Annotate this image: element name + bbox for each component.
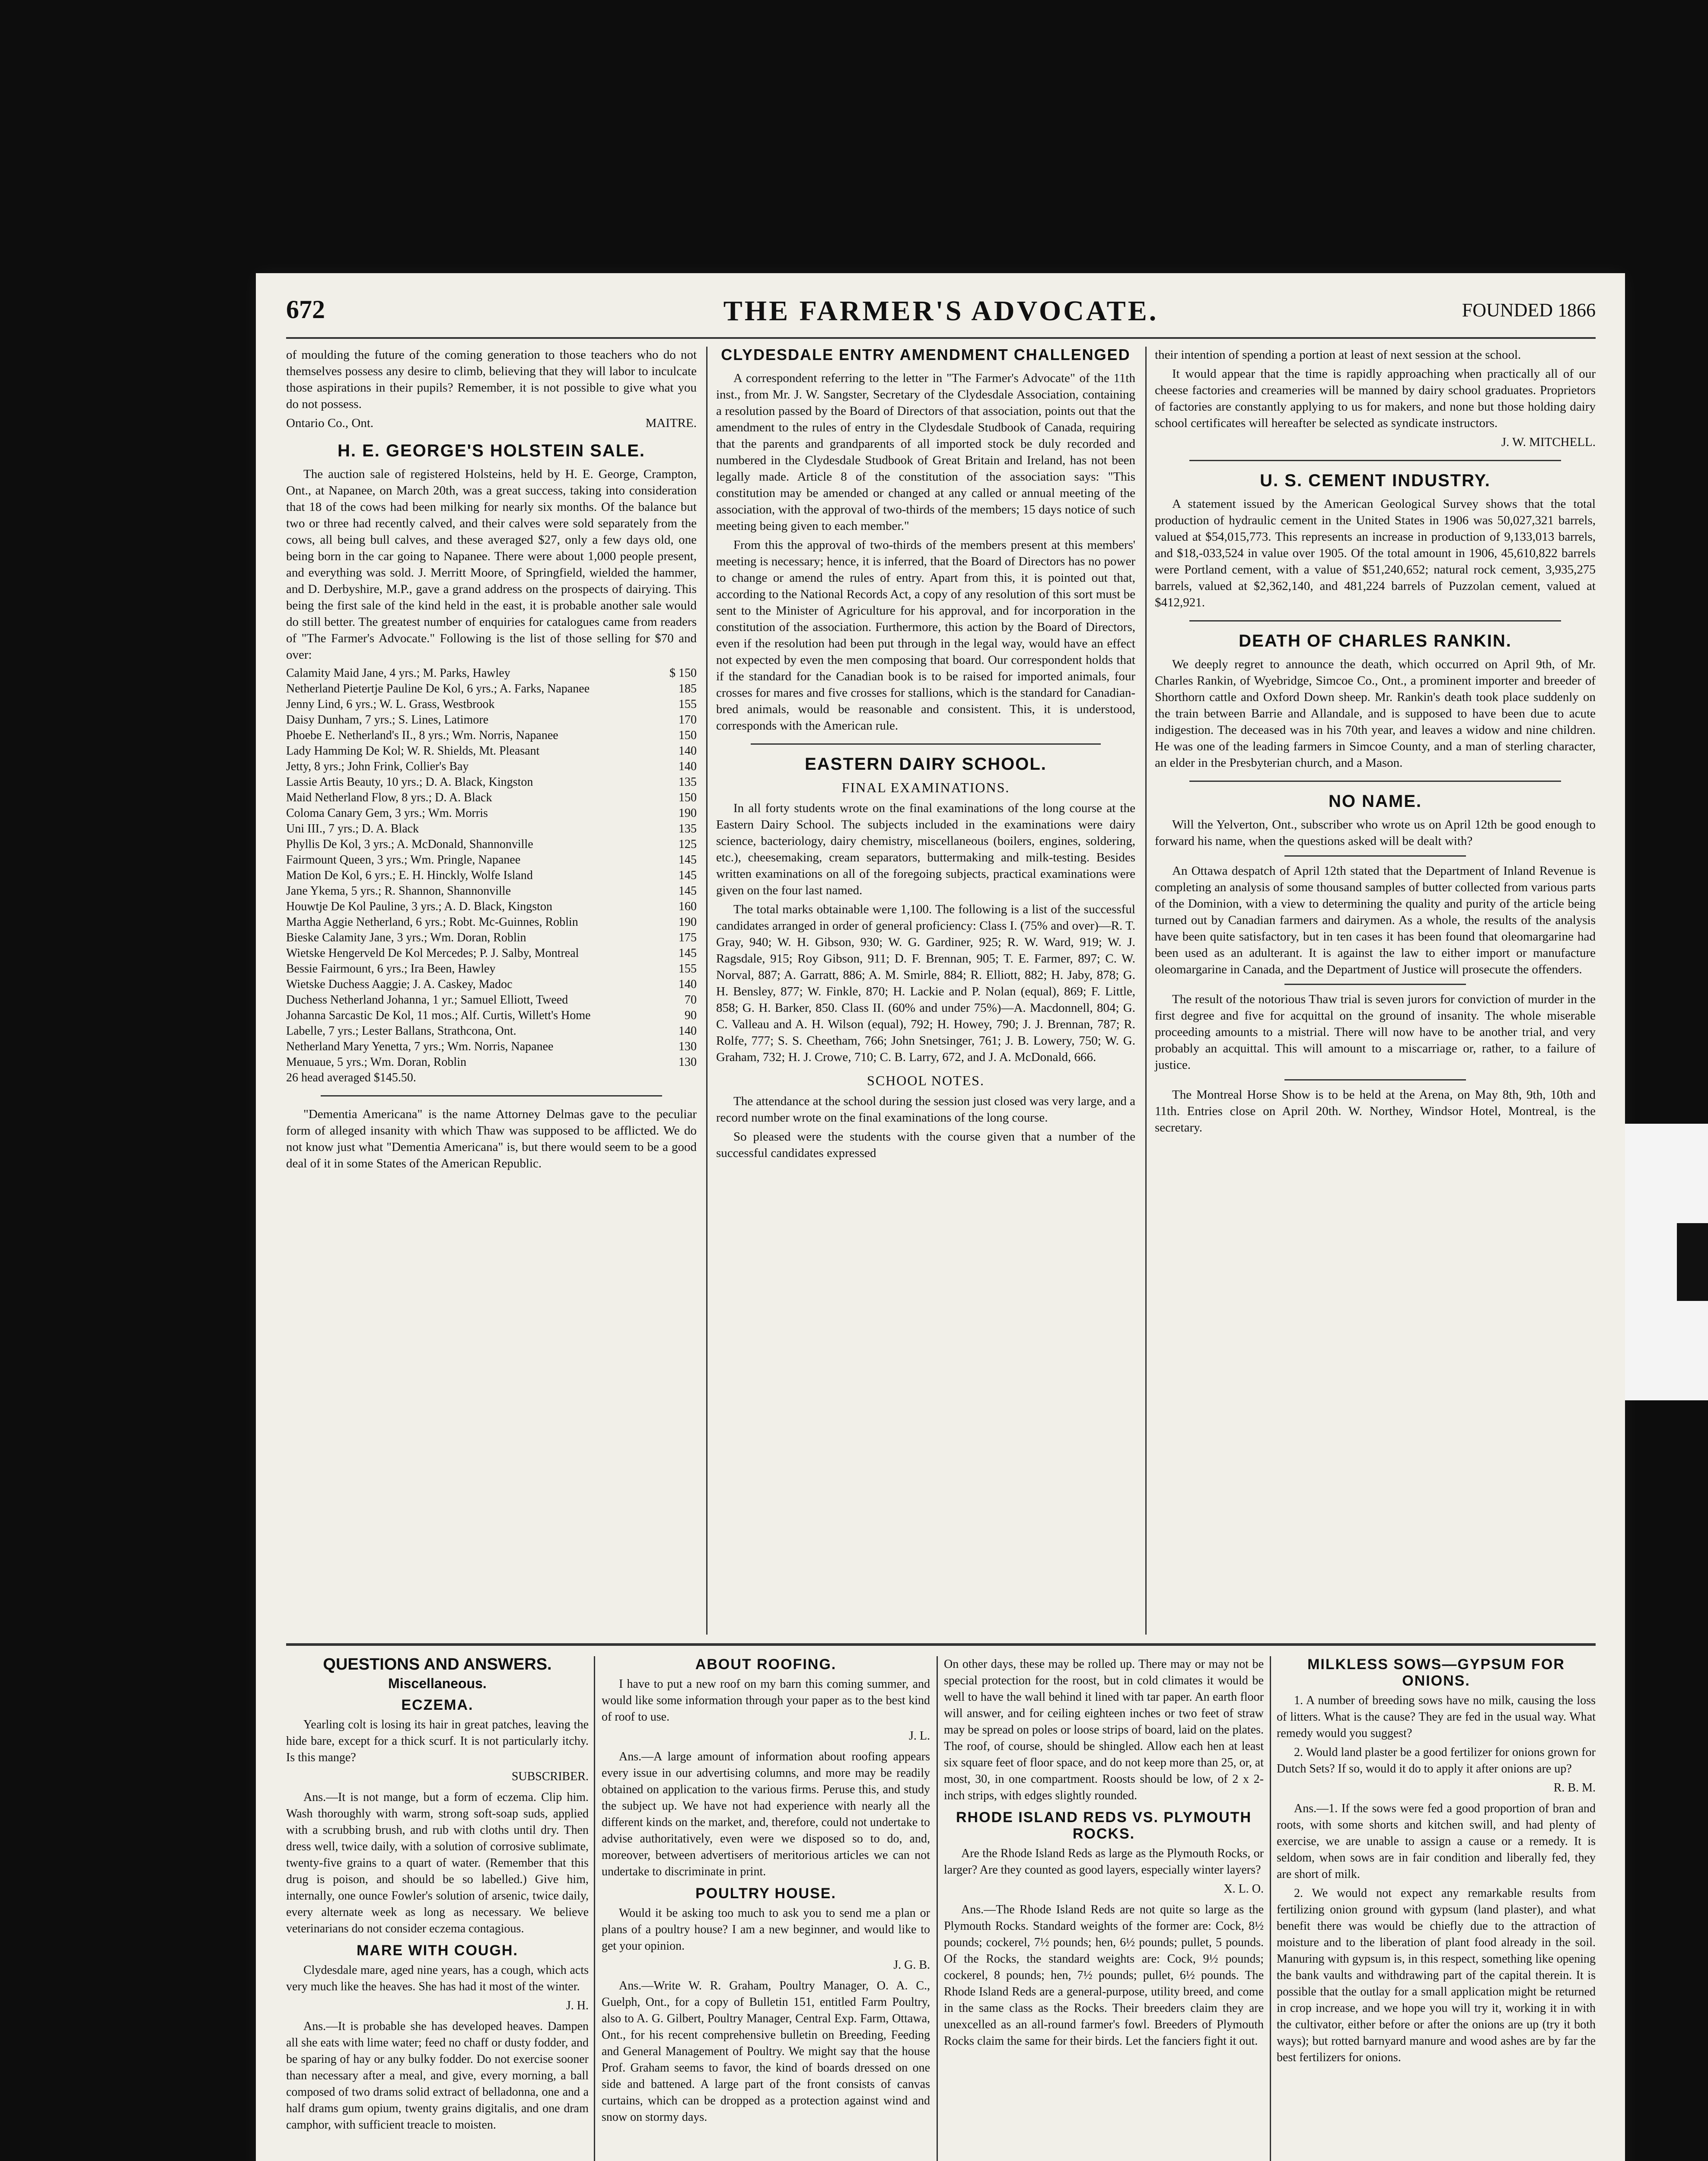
sale-item: Phyllis De Kol, 3 yrs.; A. McDonald, Shannonville 125 [286,838,697,851]
column-rule [1270,1656,1271,2161]
section-rule [286,1643,1596,1646]
letter-signoff [286,415,697,431]
eczema-title: ECZEMA. [401,1697,474,1713]
section-divider [751,743,1101,745]
dairy-graduates: It would appear that the time is rapidly approaching when practically all of our cheese factories and creameries will be manned by dairy school graduates. Proprietors of factories are constantly applying to us for makers, and none but those holding dairy school certificates will hereafter be selected as syndicate instructors. [1155,367,1596,430]
sale-item: Jetty, 8 yrs.; John Frink, Collier's Bay 140 [286,760,697,773]
clydesdale-title: CLYDESDALE ENTRY AMENDMENT CHALLENGED [721,346,1131,363]
rhode-island-answer: Ans.—The Rhode Island Reds are not quite so large as the Plymouth Rocks. Standard weights of the former are: Cock, 8½ pounds; cockerel, 7½ pounds; hen, 6½ pounds; pullet, 5 pounds. Of the Rocks, the standard weights are: Cock, 9½ pounds; cockerel, 8 pounds; hen, 7½ pounds; pullet, 6½ pounds. The Rhode Island Reds are a general-purpose, utility breed, and come in the same class as the Rocks. Their breeders claim they are unexcelled as an all-round farmer's fowl. Breeders of Plymouth Rocks claim the same for their birds. Let the fanciers fight it out. [944,1903,1264,2048]
letter-signature: MAITRE. [645,416,697,430]
roofing-signature: J. L. [909,1729,930,1743]
side-card [1625,1124,1708,1400]
page-header [286,295,1596,329]
newspaper-page [256,273,1625,2161]
sale-item: Lassie Artis Beauty, 10 yrs.; D. A. Black, Kingston 135 [286,775,697,789]
rhode-island-question: Are the Rhode Island Reds as large as the Plymouth Rocks, or larger? Are they counted as good layers, especially winter layers? [944,1847,1264,1877]
sale-item: Johanna Sarcastic De Kol, 11 mos.; Alf. Curtis, Willett's Home 90 [286,1009,697,1022]
qa-heading: QUESTIONS AND ANSWERS. [323,1655,552,1673]
no-name-title: NO NAME. [1329,792,1422,811]
sale-item: Mation De Kol, 6 yrs.; E. H. Hinckly, Wolfe Island 145 [286,869,697,882]
sale-item: Martha Aggie Netherland, 6 yrs.; Robt. Mc-Guinnes, Roblin 190 [286,915,697,929]
dairy-school-p2: The total marks obtainable were 1,100. The following is a list of the successful candidates arranged in order of general proficiency: Class I. (75% and over)—R. T. Gray, 940; W. H. Gibson, 930; W. G. Gardiner, 925; R. W. Ward, 919; W. J. Ragsdale, 915; Roy Gibson, 911; D. F. Brennan, 905; T. E. Farmer, 897; C. W. Norval, 887; A. Garratt, 886; A. M. Smirle, 884; R. Elliott, 882; H. Jaby, 878; G. H. Bensley, 877; W. Finkle, 870; H. Lackie and P. Nolan (equal), 869; F. Little, 858; G. H. Barker, 850. Class II. (60% and under 75%)—A. Macdonnell, 804; G. C. Valleau and A. H. Wilson (equal), 792; H. Howey, 790; J. J. Brennan, 787; R. Rolfe, 777; S. S. Cheetham, 766; John Snetsinger, 761; J. B. Lowery, 750; W. G. Graham, 732; H. J. Crowe, 710; C. B. Larry, 672, and J. A. McDonald, 666. [716,902,1135,1064]
teacher-letter: of moulding the future of the coming generation to those teachers who do not themselves possess any desire to climb, believing that they will labor to inculcate those aspirations in their pupils? Remember, it is not possible to give what you do not possess. [286,348,697,411]
ottawa-despatch: An Ottawa despatch of April 12th stated that the Department of Inland Revenue is completing an analysis of some thousand samples of butter collected from various parts of the Dominion, with a view to determining the quality and purity of the article being turned out by Canadian farmers and dairymen. As a whole, the results of the analysis have been quite satisfactory, but in ten cases it has been found that oleomargarine had been used as an adulterant. It is against the law to either import or manufacture oleomargarine in Canada, and the Department of Justice will prosecute the offenders. [1155,864,1596,976]
sale-item: Uni III., 7 yrs.; D. A. Black 135 [286,822,697,835]
rhode-island-title: RHODE ISLAND REDS VS. PLYMOUTH ROCKS. [956,1809,1252,1842]
sale-item: Netherland Mary Yenetta, 7 yrs.; Wm. Norris, Napanee 130 [286,1040,697,1053]
section-divider [321,1095,662,1096]
holstein-sale-text: The auction sale of registered Holsteins, held by H. E. George, Crampton, Ont., at Napanee, on March 20th, was a great success, taking into consideration that 18 of the cows had been milking for nearly six months. Of the balance but two or three had recently calved, and their calves were sold separately from the cows, all being bull calves, and these averaged $27, only a few days old, one being born in the car going to Napanee. There were about 1,000 people present, and everything was sold. J. Merritt Moore, of Springfield, wielded the hammer, and D. Derbyshire, M.P., gave a grand address on the prospects of dairying. This being the first sale of the kind held in the east, it is probable another sale would do still better. The greatest number of enquiries for catalogues came from readers of "The Farmer's Advocate." Following is the list of those selling for $70 and over: [286,467,697,662]
sale-item: Jane Ykema, 5 yrs.; R. Shannon, Shannonville 145 [286,884,697,898]
poultry-house-answer: Ans.—Write W. R. Graham, Poultry Manager, O. A. C., Guelph, Ont., for a copy of Bulletin 151, entitled Farm Poultry, also to A. G. Gilbert, Poultry Manager, Central Exp. Farm, Ottawa, Ont., for his recent comprehensive bulletin on Breeding, Feeding and General Management of Poultry. We might say that the house Prof. Graham seems to favor, the kind of boards dressed on one side and battened. A large part of the front consists of canvas curtains, which can be dropped as a protection against wind and snow on stormy days. [602,1979,930,2124]
sows-answer: Ans.—1. If the sows were fed a good proportion of bran and roots, with some shorts and kitchen swill, and had plenty of exercise, we are unable to assign a cause or a remedy. It is seldom, when sows are in fair condition and liberally fed, they are short of milk. [1277,1802,1596,1881]
sale-item: Fairmount Queen, 3 yrs.; Wm. Pringle, Napanee 145 [286,853,697,867]
school-notes-p1: The attendance at the school during the session just closed was very large, and a record number wrote on the final examinations of the long course. [716,1094,1135,1125]
poultry-house-signature: J. G. B. [893,1958,930,1972]
eczema-question: Yearling colt is losing its hair in great patches, leaving the hide bare, except for a thick scurf. It is not particularly itchy. Is this mange? [286,1718,589,1764]
cough-title: MARE WITH COUGH. [357,1942,518,1959]
horse-show: The Montreal Horse Show is to be held at the Arena, on May 8th, 9th, 10th and 11th. Entries close on April 20th. W. Northey, Windsor Hotel, Montreal, is the secretary. [1155,1088,1596,1135]
page-number: 672 [286,295,325,324]
sale-item: Lady Hamming De Kol; W. R. Shields, Mt. Pleasant 140 [286,744,697,758]
cement-title: U. S. CEMENT INDUSTRY. [1260,471,1491,490]
sale-item: Maid Netherland Flow, 8 yrs.; D. A. Black 150 [286,791,697,804]
sale-item: Bessie Fairmount, 6 yrs.; Ira Been, Hawley 155 [286,962,697,975]
sale-item: Wietske Hengerveld De Kol Mercedes; P. J. Salby, Montreal 145 [286,947,697,960]
school-notes-p2: So pleased were the students with the course given that a number of the successful candidates expressed [716,1130,1135,1160]
dairy-continued: their intention of spending a portion at least of next session at the school. [1155,348,1521,362]
poultry-house-continued: On other days, these may be rolled up. There may or may not be special protection for the roost, but in cold climates it would be well to have the wall behind it lined with tar paper. An earth floor will answer, and for ceiling eighteen inches or two feet of straw may be spread on poles or loose strips of board, laid on the plates. The roof, of course, should be shingled. Allow each hen at least six square feet of floor space, and do not keep more than 25, or, at most, 30, in one compartment. Roosts should be low, of 2 x 2-inch strips, with edges slightly rounded. [944,1657,1264,1802]
poultry-house-title: POULTRY HOUSE. [695,1885,836,1902]
section-divider [1189,781,1561,782]
dairy-school-subtitle: FINAL EXAMINATIONS. [841,780,1010,795]
poultry-house-question: Would it be asking too much to ask you to send me a plan or plans of a poultry house? I am a new beginner, and would like to get your opinion. [602,1906,930,1953]
sale-item: Houwtje De Kol Pauline, 3 yrs.; A. D. Black, Kingston 160 [286,900,697,913]
qa-column-2 [602,1656,930,2128]
roofing-title: ABOUT ROOFING. [695,1656,837,1673]
holstein-sale-title: H. E. GEORGE'S HOLSTEIN SALE. [337,441,646,460]
gypsum-question: 2. Would land plaster be a good fertilizer for onions grown for Dutch Sets? If so, would it do to apply it after onions are up? [1277,1746,1596,1775]
column-rule [594,1656,595,2161]
mitchell-signature: J. W. MITCHELL. [1501,435,1596,449]
eczema-answer: Ans.—It is not mange, but a form of eczema. Clip him. Wash thoroughly with warm, strong soft-soap suds, applied with a scrubbing brush, and rub with cloths until dry. Then dress well, twice daily, with a solution of corrosive sublimate, twenty-five grains to a quart of water. (Remember that this drug is poison, and should be so labelled.) Give him, internally, one ounce Fowler's solution of arsenic, twice daily, every alternate week as long as necessary. We believe veterinarians do not consider eczema contagious. [286,1791,589,1935]
header-rule [286,337,1596,339]
side-card-tab [1677,1223,1708,1301]
sale-item: Duchess Netherland Johanna, 1 yr.; Samuel Elliott, Tweed 70 [286,993,697,1007]
cement-text: A statement issued by the American Geological Survey shows that the total production of hydraulic cement in the United States in 1906 was 50,027,321 barrels, valued at $54,015,773. This represents an increase in production of 9,133,013 barrels, and $18,-033,524 in value over 1905. Of the total amount in 1906, 45,610,822 barrels were Portland cement, with a value of $51,240,652; natural rock cement, 3,935,275 barrels, valued at $2,362,140, and 481,224 barrels of Puzzolan cement, valued at $412,921. [1155,497,1596,609]
section-divider [1189,620,1561,622]
sale-item: Labelle, 7 yrs.; Lester Ballans, Strathcona, Ont. 140 [286,1024,697,1038]
dairy-school-p1: In all forty students wrote on the final examinations of the long course at the Eastern Dairy School. The subjects included in the examinations were dairy science, bacteriology, dairy chemistry, miscellaneous (boilers, engines, soldering, etc.), cheesemaking, cream separators, buttermaking and milk-testing. Besides written examinations on all of the foregoing subjects, practical examinations were given on the four last named. [716,801,1135,897]
qa-column-1 [286,1656,589,2136]
rankin-text: We deeply regret to announce the death, which occurred on April 9th, of Mr. Charles Rankin, of Wyebridge, Simcoe Co., Ont., a prominent importer and breeder of Shorthorn cattle and Oxford Down sheep. Mr. Rankin's death took place suddenly on the train between Barrie and Allandale, and is supposed to have been due to acute indigestion. The deceased was in his 70th year, and leaves a widow and nine children. He was one of the leading farmers in Simcoe County, and a man of sterling character, an elder in the Presbyterian church, and a Mason. [1155,657,1596,770]
sale-item: Menuaue, 5 yrs.; Wm. Doran, Roblin 130 [286,1055,697,1069]
short-rule [1284,1079,1466,1080]
short-rule [1284,855,1466,857]
roofing-question: I have to put a new roof on my barn this coming summer, and would like some information through your paper as to the best kind of roof to use. [602,1677,930,1724]
rhode-island-signature: X. L. O. [1224,1882,1264,1896]
cough-answer: Ans.—It is probable she has developed heaves. Dampen all she eats with lime water; feed no chaff or dusty fodder, and be sparing of hay or any bulky fodder. Do not exercise sooner than necessary after a meal, and give, every morning, a ball composed of two drams solid extract of belladonna, one and a half drams gum opium, twenty grains digitalis, and one dram camphor, with sufficient treacle to moisten. [286,2020,589,2132]
gypsum-answer: 2. We would not expect any remarkable results from fertilizing onion ground with gypsum (land plaster), and what benefit there was would be chiefly due to the attraction of moisture and to the liberation of plant food already in the soil. Manuring with gypsum is, in this respect, something like opening the bank vaults and withdrawing part of the capital therein. It is possible that the outlay for a small application might be returned in crop increase, and we hope you will try it, working it in with the cultivator, either before or after the onions are up (try it both ways); but rotted barnyard manure and wood ashes are by far the best fertilizers for onions. [1277,1887,1596,2064]
masthead: THE FARMER'S ADVOCATE. [723,295,1159,327]
milkless-sows-title: MILKLESS SOWS—GYPSUM FOR ONIONS. [1307,1656,1565,1689]
clydesdale-p1: A correspondent referring to the letter in "The Farmer's Advocate" of the 11th inst., from Mr. J. W. Sangster, Secretary of the Clydesdale Association, containing a resolution passed by the Board of Directors of that association, points out that the amendment to the rules of entry in the Clydesdale Studbook of Canada, requiring that the parents and grandparents of all imported stock be duly recorded and numbered in the Clydesdale Studbook of Great Britain and Ireland, has not been legally made. Article 8 of the constitution of the association says: "This constitution may be amended or changed at any called or annual meeting of the association, with the approval of two-thirds of the members; 15 days notice of such meeting being given to each member." [716,371,1135,533]
sale-item: Calamity Maid Jane, 4 yrs.; M. Parks, Hawley $ 150 [286,666,697,680]
short-rule [1284,984,1466,985]
sows-signature: R. B. M. [1553,1781,1596,1794]
sale-item: Jenny Lind, 6 yrs.; W. L. Grass, Westbrook 155 [286,698,697,711]
clydesdale-p2: From this the approval of two-thirds of the members present at this members' meeting is necessary; hence, it is inferred, that the Board of Directors has no power to change or amend the rules of entry. Apart from this, it is pointed out that, according to the National Records Act, a copy of any resolution of this sort must be sent to the Minister of Agriculture for his approval, and for incorporation in the constitution of the association. Furthermore, this action by the Board of Directors, even if the resolution had been put through in the legal way, would have an effect not expected by even the men composing that board. Our correspondent holds that if the standard for the Canadian book is to be raised for imported animals, four crosses for mares and five crosses for stallions, which is the standard for Canadian-bred animals, would be reasonable and consistent. This, it is understood, corresponds with the American rule. [716,538,1135,733]
qa-column-4 [1277,1656,1596,2069]
qa-column-3 [944,1656,1264,2052]
roofing-answer: Ans.—A large amount of information about roofing appears every issue in our advertising columns, and more may be readily obtained on application to the various firms. Peruse this, and study the subject up. We have not had experience with nearly all the different kinds on the market, and, therefore, could not undertake to advise authoritatively, even were we disposed so to do, and, moreover, between advertisers of meritorious articles we can not undertake to discriminate in print. [602,1750,930,1878]
no-name-text: Will the Yelverton, Ont., subscriber who wrote us on April 12th be good enough to forward his name, when the questions asked will be dealt with? [1155,818,1596,848]
school-notes-subtitle: SCHOOL NOTES. [867,1073,985,1088]
founded-year: FOUNDED 1866 [1462,300,1596,321]
column-rule [1145,347,1147,1635]
column-1 [286,347,697,1174]
sale-item: Wietske Duchess Aaggie; J. A. Caskey, Madoc 140 [286,978,697,991]
column-rule [937,1656,938,2161]
sale-summary: 26 head averaged $145.50. [286,1071,416,1084]
letter-place: Ontario Co., Ont. [286,416,374,430]
cough-signature: J. H. [566,1999,589,2012]
sale-list [286,666,697,1086]
dementia-paragraph: "Dementia Americana" is the name Attorney Delmas gave to the peculiar form of alleged insanity with which Thaw was supposed to be afflicted. We do not know just what "Dementia Americana" is, but there would seem to be a good deal of it in some States of the American Republic. [286,1107,697,1170]
section-divider [1189,460,1561,461]
qa-subheading: Miscellaneous. [388,1676,487,1691]
sale-item: Coloma Canary Gem, 3 yrs.; Wm. Morris 190 [286,806,697,820]
thaw-trial: The result of the notorious Thaw trial is seven jurors for conviction of murder in the first degree and five for acquittal on the ground of insanity. The whole miserable proceeding amounts to a mistrial. There will now have to be another trial, and very probably an acquittal. This will amount to a miscarriage or, rather, to a failure of justice. [1155,992,1596,1072]
rankin-title: DEATH OF CHARLES RANKIN. [1239,631,1512,650]
dairy-school-title: EASTERN DAIRY SCHOOL. [805,755,1047,774]
column-3 [1155,347,1596,1138]
cough-question: Clydesdale mare, aged nine years, has a cough, which acts very much like the heaves. She has had it most of the winter. [286,1963,589,1993]
sale-item: Phoebe E. Netherland's II., 8 yrs.; Wm. Norris, Napanee 150 [286,729,697,742]
sows-question: 1. A number of breeding sows have no milk, causing the loss of litters. What is the cause? They are fed in the usual way. What remedy would you suggest? [1277,1694,1596,1740]
sale-item: Netherland Pietertje Pauline De Kol, 6 yrs.; A. Farks, Napanee 185 [286,682,697,695]
sale-item: Daisy Dunham, 7 yrs.; S. Lines, Latimore 170 [286,713,697,727]
sale-item: Bieske Calamity Jane, 3 yrs.; Wm. Doran, Roblin 175 [286,931,697,944]
column-2 [716,347,1135,1164]
eczema-signature: SUBSCRIBER. [511,1770,589,1783]
column-rule [706,347,707,1635]
